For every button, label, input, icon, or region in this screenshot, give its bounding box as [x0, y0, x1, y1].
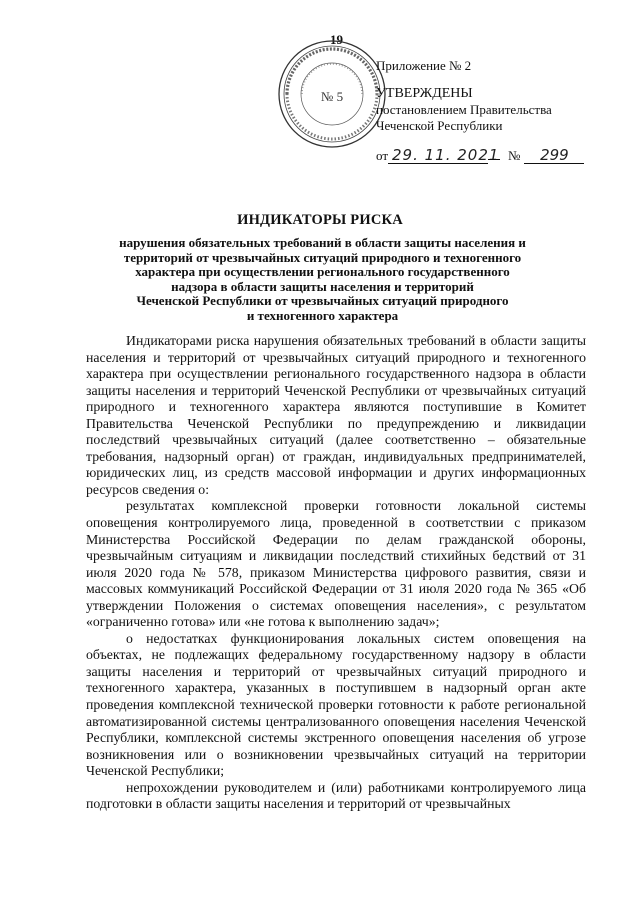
decree-line-2: Чеченской Республики	[376, 118, 503, 133]
subtitle-line: нарушения обязательных требований в области защиты населения и	[119, 235, 526, 250]
decree-date-row	[376, 147, 584, 164]
body-paragraph: непрохождении руководителем и (или) работниками контролируемого лица подготовки в области защиты населения и территорий от чрезвычайных	[86, 779, 586, 812]
appendix-label: Приложение № 2	[376, 58, 472, 73]
subtitle-line: Чеченской Республики от чрезвычайных ситуаций природного	[136, 293, 509, 309]
body-paragraph: Индикаторами риска нарушения обязательных требований в области защиты населения и территорий от чрезвычайных ситуаций природного и техногенного характера при осуществлении регионального государственного надзора в области защиты населения и территорий Чеченской Республики от чрезвычайных ситуаций природного и техногенного характера являются поступившие в Комитет Правительства Чеченской Республики по предупреждению и ликвидации последствий чрезвычайных ситуаций (далее соответственно – обязательные требования, надзорный орган) от граждан, индивидуальных предпринимателей, юридических лиц, из средств массовой информации и других информационных ресурсов сведения о:	[86, 333, 586, 497]
handwritten-number: 299	[524, 147, 584, 164]
approved-label: УТВЕРЖДЕНЫ	[376, 86, 473, 101]
handwritten-date: 29. 11. 2021	[388, 147, 488, 164]
approval-block	[376, 58, 584, 164]
subtitle-line: характера при осуществлении регионального государственного	[135, 264, 510, 280]
number-sign: №	[508, 148, 521, 163]
body-paragraph: результатах комплексной проверки готовности локальной системы оповещения контролируемого лица, проведенной в соответствии с приказом Министерства Российской Федерации по делам гражданской обороны, чрезвычайным ситуациям и ликвидации последствий стихийных бедствий от 31 июля 2020 года № 578, приказом Министерства цифрового развития, связи и массовых коммуникаций Российской Федерации от 31 июля 2020 года № 365 «Об утверждении Положения о системах оповещения населения», с результатом «ограниченно готова» или «не готова к выполнению задач»;	[86, 498, 586, 630]
decree-line-1: постановлением Правительства	[376, 102, 552, 117]
subtitle-line: территорий от чрезвычайных ситуаций природного и техногенного	[123, 249, 522, 265]
official-seal-stamp	[276, 38, 388, 150]
date-prefix: от	[376, 148, 389, 163]
subtitle-line: и техногенного характера	[246, 307, 399, 323]
subtitle-line: надзора в области защиты населения и территорий	[171, 278, 474, 294]
underline-gap	[488, 159, 500, 160]
document-body	[86, 333, 586, 813]
document-title: ИНДИКАТОРЫ РИСКА	[237, 212, 403, 228]
body-paragraph: о недостатках функционирования локальных систем оповещения на объектах, не подлежащих федеральному государственному надзору в области защиты населения и территорий от чрезвычайных ситуаций природного и техногенного характера, указанных в поступившем в надзорный орган акте проведения комплексной технической проверки готовности к работе региональной автоматизированной системы централизованного оповещения населения Чеченской Республики, комплексной системы экстренного оповещения населения об угрозе возникновения или о возникновении чрезвычайных ситуаций на территории Чеченской Республики;	[86, 630, 586, 779]
document-subtitle	[100, 236, 545, 324]
stamp-number: № 5	[320, 89, 344, 104]
page-number: 19	[330, 32, 343, 47]
